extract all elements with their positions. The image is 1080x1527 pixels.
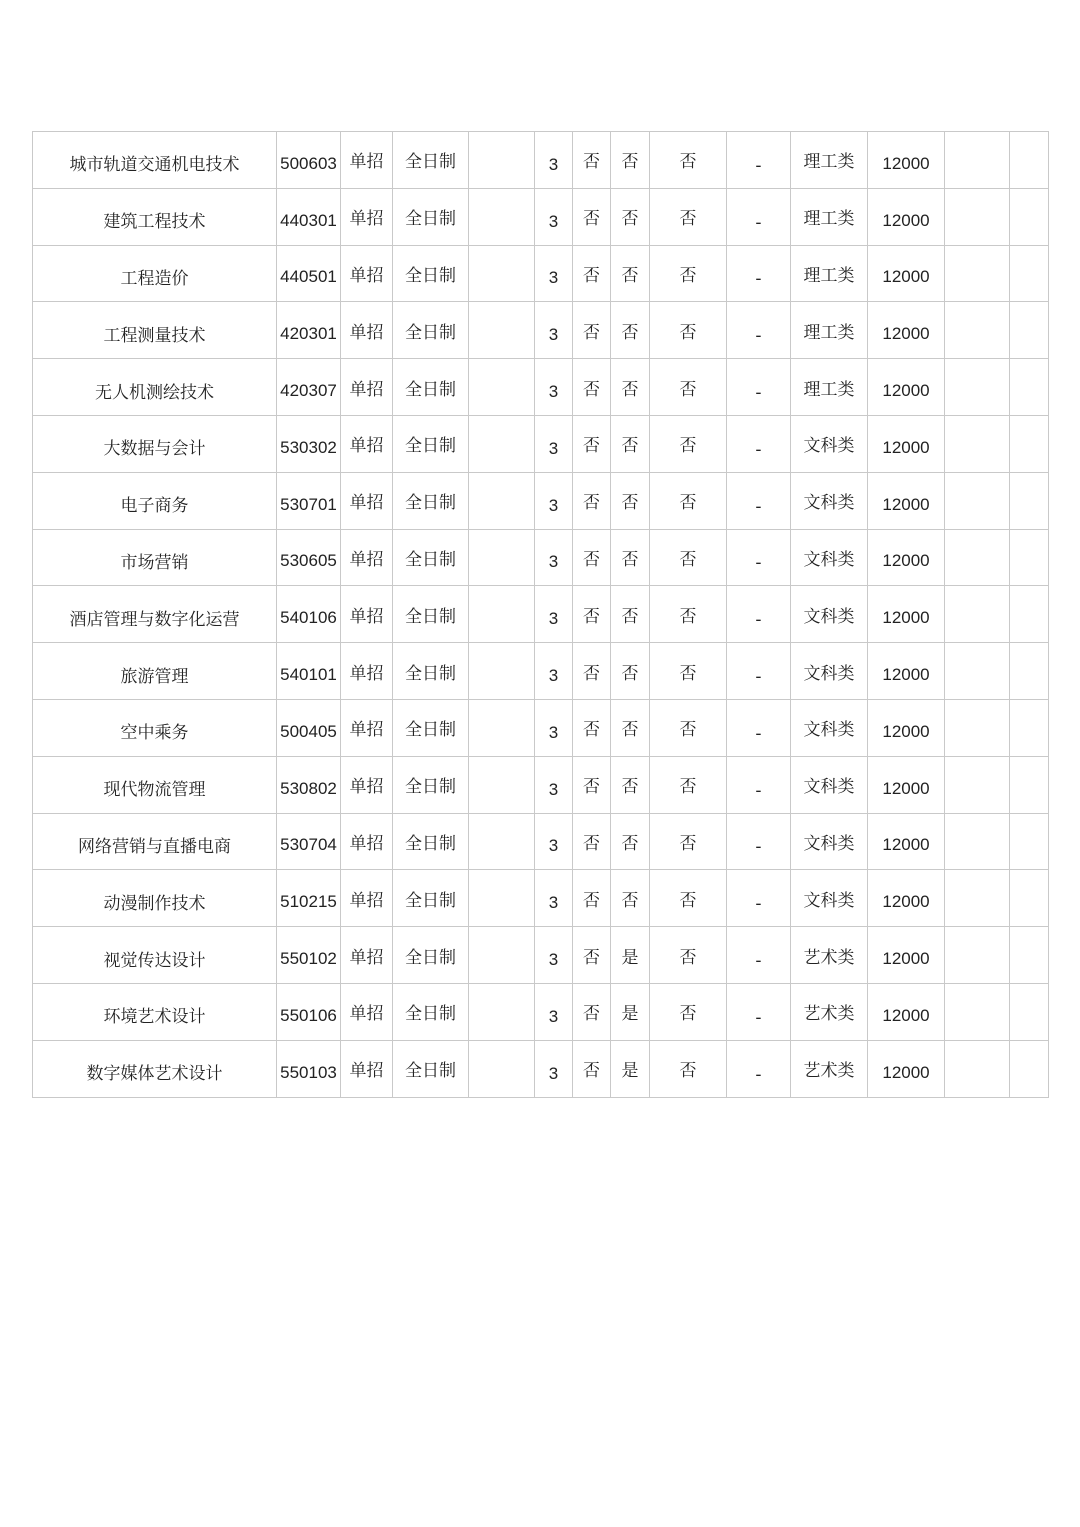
- tuition-fee-cell: 12000: [868, 529, 945, 586]
- flag-cell: 否: [650, 1040, 727, 1097]
- flag-cell: 否: [573, 188, 611, 245]
- tuition-fee-cell: 12000: [868, 643, 945, 700]
- dash-cell: -: [727, 699, 791, 756]
- empty-cell: [945, 245, 1010, 302]
- tuition-fee-cell: 12000: [868, 586, 945, 643]
- program-code-cell: 440501: [277, 245, 341, 302]
- flag-cell: 否: [650, 472, 727, 529]
- dash-cell: -: [727, 472, 791, 529]
- study-form-cell: 全日制: [393, 415, 469, 472]
- empty-cell: [1010, 813, 1049, 870]
- empty-cell: [945, 927, 1010, 984]
- category-cell: 理工类: [791, 132, 868, 189]
- flag-cell: 否: [573, 1040, 611, 1097]
- flag-cell: 否: [650, 245, 727, 302]
- program-name-cell: 旅游管理: [33, 643, 277, 700]
- study-form-cell: 全日制: [393, 188, 469, 245]
- program-code-cell: 550102: [277, 927, 341, 984]
- empty-cell: [469, 415, 535, 472]
- category-cell: 文科类: [791, 813, 868, 870]
- duration-cell: 3: [535, 188, 573, 245]
- flag-cell: 否: [650, 813, 727, 870]
- program-code-cell: 420307: [277, 359, 341, 416]
- duration-cell: 3: [535, 643, 573, 700]
- program-name-cell: 现代物流管理: [33, 756, 277, 813]
- dash-cell: -: [727, 756, 791, 813]
- program-name-cell: 工程造价: [33, 245, 277, 302]
- empty-cell: [469, 359, 535, 416]
- category-cell: 理工类: [791, 245, 868, 302]
- flag-cell: 否: [573, 643, 611, 700]
- admission-mode-cell: 单招: [341, 927, 393, 984]
- tuition-fee-cell: 12000: [868, 188, 945, 245]
- dash-cell: -: [727, 529, 791, 586]
- program-code-cell: 540106: [277, 586, 341, 643]
- category-cell: 文科类: [791, 643, 868, 700]
- duration-cell: 3: [535, 529, 573, 586]
- flag-cell: 否: [573, 586, 611, 643]
- category-cell: 文科类: [791, 415, 868, 472]
- study-form-cell: 全日制: [393, 586, 469, 643]
- flag-cell: 否: [573, 302, 611, 359]
- category-cell: 文科类: [791, 586, 868, 643]
- duration-cell: 3: [535, 415, 573, 472]
- admission-mode-cell: 单招: [341, 245, 393, 302]
- program-name-cell: 环境艺术设计: [33, 983, 277, 1040]
- empty-cell: [1010, 472, 1049, 529]
- program-name-cell: 数字媒体艺术设计: [33, 1040, 277, 1097]
- category-cell: 理工类: [791, 302, 868, 359]
- empty-cell: [1010, 415, 1049, 472]
- admission-mode-cell: 单招: [341, 132, 393, 189]
- program-name-cell: 空中乘务: [33, 699, 277, 756]
- table-row: [33, 245, 1049, 302]
- table-row: [33, 927, 1049, 984]
- empty-cell: [945, 1040, 1010, 1097]
- program-code-cell: 550106: [277, 983, 341, 1040]
- dash-cell: -: [727, 870, 791, 927]
- table-row: [33, 359, 1049, 416]
- program-code-cell: 500405: [277, 699, 341, 756]
- empty-cell: [469, 188, 535, 245]
- program-name-cell: 大数据与会计: [33, 415, 277, 472]
- category-cell: 文科类: [791, 472, 868, 529]
- empty-cell: [469, 529, 535, 586]
- duration-cell: 3: [535, 586, 573, 643]
- flag-cell: 否: [611, 699, 650, 756]
- flag-cell: 否: [573, 870, 611, 927]
- flag-cell: 否: [650, 983, 727, 1040]
- tuition-fee-cell: 12000: [868, 927, 945, 984]
- empty-cell: [1010, 586, 1049, 643]
- duration-cell: 3: [535, 983, 573, 1040]
- admission-mode-cell: 单招: [341, 586, 393, 643]
- admission-mode-cell: 单招: [341, 188, 393, 245]
- empty-cell: [469, 983, 535, 1040]
- program-code-cell: 530701: [277, 472, 341, 529]
- dash-cell: -: [727, 983, 791, 1040]
- program-name-cell: 无人机测绘技术: [33, 359, 277, 416]
- empty-cell: [469, 132, 535, 189]
- flag-cell: 否: [573, 529, 611, 586]
- program-table: [32, 131, 1049, 1098]
- admission-mode-cell: 单招: [341, 983, 393, 1040]
- flag-cell: 否: [650, 188, 727, 245]
- flag-cell: 否: [611, 472, 650, 529]
- flag-cell: 否: [611, 415, 650, 472]
- program-name-cell: 动漫制作技术: [33, 870, 277, 927]
- program-name-cell: 视觉传达设计: [33, 927, 277, 984]
- flag-cell: 否: [573, 415, 611, 472]
- study-form-cell: 全日制: [393, 472, 469, 529]
- admission-mode-cell: 单招: [341, 699, 393, 756]
- flag-cell: 否: [650, 359, 727, 416]
- flag-cell: 否: [573, 813, 611, 870]
- flag-cell: 否: [573, 359, 611, 416]
- program-name-cell: 建筑工程技术: [33, 188, 277, 245]
- dash-cell: -: [727, 586, 791, 643]
- empty-cell: [1010, 870, 1049, 927]
- dash-cell: -: [727, 302, 791, 359]
- empty-cell: [469, 756, 535, 813]
- dash-cell: -: [727, 359, 791, 416]
- dash-cell: -: [727, 1040, 791, 1097]
- empty-cell: [945, 586, 1010, 643]
- table-row: [33, 699, 1049, 756]
- tuition-fee-cell: 12000: [868, 359, 945, 416]
- empty-cell: [1010, 359, 1049, 416]
- empty-cell: [945, 870, 1010, 927]
- duration-cell: 3: [535, 472, 573, 529]
- program-name-cell: 酒店管理与数字化运营: [33, 586, 277, 643]
- dash-cell: -: [727, 643, 791, 700]
- duration-cell: 3: [535, 1040, 573, 1097]
- program-name-cell: 工程测量技术: [33, 302, 277, 359]
- flag-cell: 否: [573, 132, 611, 189]
- flag-cell: 否: [611, 302, 650, 359]
- empty-cell: [945, 302, 1010, 359]
- admission-mode-cell: 单招: [341, 302, 393, 359]
- empty-cell: [469, 245, 535, 302]
- tuition-fee-cell: 12000: [868, 472, 945, 529]
- program-code-cell: 530704: [277, 813, 341, 870]
- flag-cell: 否: [611, 586, 650, 643]
- table-row: [33, 643, 1049, 700]
- program-code-cell: 550103: [277, 1040, 341, 1097]
- tuition-fee-cell: 12000: [868, 302, 945, 359]
- table-row: [33, 813, 1049, 870]
- admission-mode-cell: 单招: [341, 415, 393, 472]
- program-code-cell: 510215: [277, 870, 341, 927]
- flag-cell: 否: [650, 927, 727, 984]
- category-cell: 文科类: [791, 756, 868, 813]
- empty-cell: [1010, 643, 1049, 700]
- dash-cell: -: [727, 245, 791, 302]
- study-form-cell: 全日制: [393, 245, 469, 302]
- admission-mode-cell: 单招: [341, 1040, 393, 1097]
- flag-cell: 否: [650, 870, 727, 927]
- flag-cell: 否: [573, 699, 611, 756]
- empty-cell: [945, 415, 1010, 472]
- flag-cell: 否: [573, 472, 611, 529]
- empty-cell: [945, 529, 1010, 586]
- table-row: [33, 415, 1049, 472]
- flag-cell: 否: [650, 529, 727, 586]
- empty-cell: [945, 813, 1010, 870]
- flag-cell: 否: [650, 699, 727, 756]
- flag-cell: 否: [611, 188, 650, 245]
- flag-cell: 是: [611, 1040, 650, 1097]
- duration-cell: 3: [535, 756, 573, 813]
- duration-cell: 3: [535, 699, 573, 756]
- duration-cell: 3: [535, 870, 573, 927]
- empty-cell: [945, 699, 1010, 756]
- program-code-cell: 540101: [277, 643, 341, 700]
- dash-cell: -: [727, 813, 791, 870]
- program-name-cell: 网络营销与直播电商: [33, 813, 277, 870]
- study-form-cell: 全日制: [393, 756, 469, 813]
- flag-cell: 否: [650, 756, 727, 813]
- flag-cell: 否: [611, 359, 650, 416]
- category-cell: 理工类: [791, 359, 868, 416]
- empty-cell: [469, 586, 535, 643]
- program-code-cell: 530302: [277, 415, 341, 472]
- admission-mode-cell: 单招: [341, 529, 393, 586]
- program-code-cell: 530802: [277, 756, 341, 813]
- empty-cell: [945, 983, 1010, 1040]
- flag-cell: 否: [611, 529, 650, 586]
- program-code-cell: 420301: [277, 302, 341, 359]
- table-row: [33, 529, 1049, 586]
- empty-cell: [1010, 245, 1049, 302]
- empty-cell: [1010, 1040, 1049, 1097]
- flag-cell: 是: [611, 927, 650, 984]
- empty-cell: [1010, 699, 1049, 756]
- study-form-cell: 全日制: [393, 302, 469, 359]
- flag-cell: 否: [611, 643, 650, 700]
- flag-cell: 是: [611, 983, 650, 1040]
- admission-mode-cell: 单招: [341, 643, 393, 700]
- table-row: [33, 870, 1049, 927]
- empty-cell: [469, 1040, 535, 1097]
- study-form-cell: 全日制: [393, 643, 469, 700]
- table-row: [33, 1040, 1049, 1097]
- study-form-cell: 全日制: [393, 529, 469, 586]
- empty-cell: [945, 359, 1010, 416]
- table-row: [33, 586, 1049, 643]
- admission-mode-cell: 单招: [341, 756, 393, 813]
- empty-cell: [1010, 927, 1049, 984]
- flag-cell: 否: [650, 415, 727, 472]
- empty-cell: [1010, 188, 1049, 245]
- category-cell: 理工类: [791, 188, 868, 245]
- program-name-cell: 城市轨道交通机电技术: [33, 132, 277, 189]
- category-cell: 文科类: [791, 699, 868, 756]
- study-form-cell: 全日制: [393, 870, 469, 927]
- table-row: [33, 472, 1049, 529]
- study-form-cell: 全日制: [393, 813, 469, 870]
- tuition-fee-cell: 12000: [868, 870, 945, 927]
- empty-cell: [945, 188, 1010, 245]
- category-cell: 艺术类: [791, 927, 868, 984]
- empty-cell: [469, 302, 535, 359]
- empty-cell: [945, 132, 1010, 189]
- flag-cell: 否: [611, 245, 650, 302]
- tuition-fee-cell: 12000: [868, 1040, 945, 1097]
- tuition-fee-cell: 12000: [868, 245, 945, 302]
- table-row: [33, 188, 1049, 245]
- table-body: [33, 132, 1049, 1098]
- program-name-cell: 电子商务: [33, 472, 277, 529]
- empty-cell: [1010, 983, 1049, 1040]
- duration-cell: 3: [535, 132, 573, 189]
- flag-cell: 否: [573, 245, 611, 302]
- table-row: [33, 302, 1049, 359]
- admission-mode-cell: 单招: [341, 472, 393, 529]
- empty-cell: [469, 699, 535, 756]
- dash-cell: -: [727, 132, 791, 189]
- program-code-cell: 530605: [277, 529, 341, 586]
- flag-cell: 否: [573, 927, 611, 984]
- empty-cell: [469, 813, 535, 870]
- dash-cell: -: [727, 927, 791, 984]
- empty-cell: [945, 643, 1010, 700]
- duration-cell: 3: [535, 359, 573, 416]
- tuition-fee-cell: 12000: [868, 132, 945, 189]
- flag-cell: 否: [611, 813, 650, 870]
- empty-cell: [469, 870, 535, 927]
- dash-cell: -: [727, 415, 791, 472]
- admission-mode-cell: 单招: [341, 870, 393, 927]
- flag-cell: 否: [611, 870, 650, 927]
- program-code-cell: 500603: [277, 132, 341, 189]
- study-form-cell: 全日制: [393, 132, 469, 189]
- empty-cell: [1010, 302, 1049, 359]
- flag-cell: 否: [573, 983, 611, 1040]
- tuition-fee-cell: 12000: [868, 415, 945, 472]
- table-row: [33, 756, 1049, 813]
- tuition-fee-cell: 12000: [868, 813, 945, 870]
- admission-mode-cell: 单招: [341, 359, 393, 416]
- duration-cell: 3: [535, 927, 573, 984]
- empty-cell: [945, 472, 1010, 529]
- empty-cell: [1010, 756, 1049, 813]
- study-form-cell: 全日制: [393, 699, 469, 756]
- study-form-cell: 全日制: [393, 1040, 469, 1097]
- flag-cell: 否: [650, 643, 727, 700]
- empty-cell: [1010, 132, 1049, 189]
- empty-cell: [945, 756, 1010, 813]
- flag-cell: 否: [611, 132, 650, 189]
- tuition-fee-cell: 12000: [868, 983, 945, 1040]
- program-name-cell: 市场营销: [33, 529, 277, 586]
- study-form-cell: 全日制: [393, 983, 469, 1040]
- category-cell: 艺术类: [791, 983, 868, 1040]
- empty-cell: [469, 643, 535, 700]
- study-form-cell: 全日制: [393, 359, 469, 416]
- flag-cell: 否: [650, 586, 727, 643]
- study-form-cell: 全日制: [393, 927, 469, 984]
- category-cell: 文科类: [791, 529, 868, 586]
- dash-cell: -: [727, 188, 791, 245]
- flag-cell: 否: [611, 756, 650, 813]
- table-row: [33, 132, 1049, 189]
- duration-cell: 3: [535, 302, 573, 359]
- category-cell: 艺术类: [791, 1040, 868, 1097]
- empty-cell: [1010, 529, 1049, 586]
- flag-cell: 否: [650, 132, 727, 189]
- table-row: [33, 983, 1049, 1040]
- flag-cell: 否: [650, 302, 727, 359]
- empty-cell: [469, 472, 535, 529]
- duration-cell: 3: [535, 245, 573, 302]
- program-code-cell: 440301: [277, 188, 341, 245]
- admission-mode-cell: 单招: [341, 813, 393, 870]
- duration-cell: 3: [535, 813, 573, 870]
- tuition-fee-cell: 12000: [868, 699, 945, 756]
- tuition-fee-cell: 12000: [868, 756, 945, 813]
- category-cell: 文科类: [791, 870, 868, 927]
- empty-cell: [469, 927, 535, 984]
- flag-cell: 否: [573, 756, 611, 813]
